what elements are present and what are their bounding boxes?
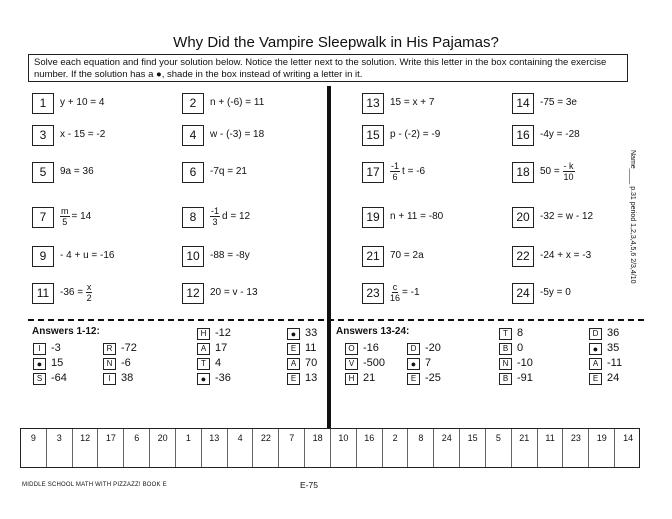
- page-number: E-75: [300, 480, 318, 490]
- answer-letter-box: ●: [197, 373, 210, 385]
- fraction-denominator: 10: [563, 172, 574, 182]
- code-strip-number: 1: [185, 433, 191, 443]
- code-strip-cell[interactable]: [228, 429, 254, 467]
- code-strip-number: 23: [570, 433, 581, 443]
- answer-value: 17: [215, 342, 228, 354]
- answers-right-header: Answers 13-24:: [336, 326, 410, 337]
- equation-text: = -1: [402, 287, 420, 299]
- exercise-equation: [60, 250, 114, 262]
- vertical-divider: [327, 86, 331, 428]
- answer-letter-box: E: [407, 373, 420, 385]
- code-strip-cell[interactable]: [150, 429, 176, 467]
- code-strip-number: 6: [134, 433, 140, 443]
- equation-text: n + 11 = -80: [390, 211, 444, 222]
- code-strip-cell[interactable]: [124, 429, 150, 467]
- equation-fraction: [210, 206, 220, 227]
- answer-letter-box: ●: [589, 343, 602, 355]
- code-strip-number: 7: [289, 433, 295, 443]
- answer-value: -91: [517, 372, 533, 384]
- exercise-number-box[interactable]: 9: [32, 246, 54, 267]
- answer-letter-box: B: [499, 343, 512, 355]
- fraction-numerator: -1: [391, 161, 400, 171]
- answer-letter-box: E: [287, 343, 300, 355]
- code-strip-number: 22: [260, 433, 271, 443]
- answer-value: -25: [425, 372, 441, 384]
- exercise-equation: [60, 129, 105, 141]
- exercise-equation: [60, 97, 104, 109]
- exercise-equation: [390, 129, 440, 141]
- exercise-equation: [390, 250, 424, 262]
- answer-letter-box: S: [33, 373, 46, 385]
- answers-left-header: Answers 1-12:: [32, 326, 100, 337]
- answer-value: 33: [305, 327, 318, 339]
- exercise-equation: [60, 282, 94, 303]
- exercise-number-box[interactable]: 12: [182, 283, 204, 304]
- code-strip-cell[interactable]: [486, 429, 512, 467]
- page-title: Why Did the Vampire Sleepwalk in His Pajamas?: [173, 34, 499, 51]
- answer-letter-box: ●: [33, 358, 46, 370]
- code-strip-cell[interactable]: [434, 429, 460, 467]
- code-strip-cell[interactable]: [305, 429, 331, 467]
- equation-text: 20 = v - 13: [210, 287, 258, 298]
- exercise-equation: [540, 129, 580, 141]
- equation-fraction: [563, 161, 575, 182]
- code-strip-number: 4: [237, 433, 243, 443]
- code-strip-cell[interactable]: [512, 429, 538, 467]
- code-strip-cell[interactable]: [564, 429, 590, 467]
- equation-text: d = 12: [222, 211, 251, 223]
- equation-prefix: -36 =: [60, 287, 84, 299]
- answer-letter-box: ●: [407, 358, 420, 370]
- answer-value: -16: [363, 342, 379, 354]
- exercise-number-box[interactable]: 19: [362, 207, 384, 228]
- answer-value: 4: [215, 357, 222, 369]
- answer-value: 11: [305, 342, 317, 354]
- code-strip-number: 12: [80, 433, 91, 443]
- equation-text: -75 = 3e: [540, 97, 577, 108]
- code-strip-cell[interactable]: [47, 429, 73, 467]
- fraction-numerator: -1: [211, 206, 220, 216]
- exercise-equation: [210, 97, 264, 109]
- exercise-number-box[interactable]: 3: [32, 125, 54, 146]
- answer-letter-box: T: [197, 358, 210, 370]
- exercise-number-box[interactable]: 7: [32, 207, 54, 228]
- exercise-number-box[interactable]: 4: [182, 125, 204, 146]
- equation-text: -32 = w - 12: [540, 211, 594, 222]
- fraction-numerator: c: [392, 282, 398, 292]
- exercise-number-box[interactable]: 8: [182, 207, 204, 228]
- exercise-number-box[interactable]: 5: [32, 162, 54, 183]
- equation-text: - 4 + u = -16: [60, 250, 115, 261]
- answer-letter-box: H: [345, 373, 358, 385]
- equation-text: 70 = 2a: [390, 250, 424, 261]
- exercise-number-box[interactable]: 17: [362, 162, 384, 183]
- exercise-equation: [210, 287, 258, 299]
- answer-letter-box: V: [345, 358, 358, 370]
- equation-text: 9a = 36: [60, 166, 94, 177]
- answer-value: -3: [51, 342, 61, 354]
- equation-text: -24 + x = -3: [540, 250, 592, 261]
- fraction-denominator: 16: [390, 293, 401, 303]
- exercise-number-box[interactable]: 21: [362, 246, 384, 267]
- fraction-denominator: 6: [392, 172, 398, 182]
- exercise-number-box[interactable]: 23: [362, 283, 384, 304]
- code-strip-number: 24: [441, 433, 452, 443]
- equation-fraction: [60, 206, 70, 227]
- code-strip-cell[interactable]: [99, 429, 125, 467]
- equation-text: 15 = x + 7: [390, 97, 435, 108]
- exercise-number-box[interactable]: 18: [512, 162, 534, 183]
- equation-text: p - (-2) = -9: [390, 129, 441, 140]
- equation-text: y + 10 = 4: [60, 97, 105, 108]
- horizontal-dashed-divider: [28, 319, 644, 321]
- answer-letter-box: D: [407, 343, 420, 355]
- exercise-equation: [210, 250, 250, 262]
- exercise-number-box[interactable]: 6: [182, 162, 204, 183]
- fraction-numerator: - k: [563, 161, 574, 171]
- code-strip-cell[interactable]: [409, 429, 435, 467]
- answer-letter-box: ●: [287, 328, 300, 340]
- code-strip-number: 15: [467, 433, 478, 443]
- fraction-denominator: 2: [86, 293, 92, 303]
- answer-letter-box: E: [589, 373, 602, 385]
- code-strip-number: 9: [30, 433, 36, 443]
- code-strip-cell[interactable]: [615, 429, 641, 467]
- code-strip-number: 18: [312, 433, 323, 443]
- equation-text: w - (-3) = 18: [210, 129, 265, 140]
- code-strip-cell[interactable]: [331, 429, 357, 467]
- code-strip-number: 16: [364, 433, 375, 443]
- equation-text: n + (-6) = 11: [210, 97, 265, 108]
- side-name-period-text: Name____ p.31 period 1,2,3,4,5,6 2/3,4/10: [629, 150, 636, 284]
- answer-code-strip: [20, 428, 640, 468]
- exercise-number-box[interactable]: 15: [362, 125, 384, 146]
- equation-fraction: [390, 161, 400, 182]
- equation-text: -88 = -8y: [210, 250, 250, 261]
- answer-value: 15: [51, 357, 64, 369]
- answer-letter-box: N: [103, 358, 116, 370]
- answer-value: 38: [121, 372, 134, 384]
- code-strip-number: 14: [623, 433, 634, 443]
- answer-value: -20: [425, 342, 441, 354]
- answer-value: -72: [121, 342, 137, 354]
- fraction-numerator: x: [86, 282, 92, 292]
- exercise-number-box[interactable]: 20: [512, 207, 534, 228]
- exercise-number-box[interactable]: 11: [32, 283, 54, 304]
- code-strip-cell[interactable]: [176, 429, 202, 467]
- exercise-number-box[interactable]: 24: [512, 283, 534, 304]
- answer-value: -64: [51, 372, 67, 384]
- answer-letter-box: I: [33, 343, 46, 355]
- equation-fraction: [390, 282, 400, 303]
- answer-letter-box: I: [103, 373, 116, 385]
- exercise-number-box[interactable]: 1: [32, 93, 54, 114]
- equation-text: t = -6: [402, 166, 426, 178]
- answer-value: 70: [305, 357, 318, 369]
- footer-book-title: MIDDLE SCHOOL MATH WITH PIZZAZZ! BOOK E: [22, 482, 167, 488]
- code-strip-cell[interactable]: [21, 429, 47, 467]
- equation-fraction: [86, 282, 93, 303]
- answer-value: -10: [517, 357, 533, 369]
- fraction-denominator: 5: [62, 217, 68, 227]
- code-strip-number: 17: [105, 433, 116, 443]
- code-strip-cell[interactable]: [254, 429, 280, 467]
- code-strip-number: 10: [338, 433, 349, 443]
- code-strip-number: 5: [495, 433, 501, 443]
- answer-letter-box: B: [499, 373, 512, 385]
- instructions-box: Solve each equation and find your solution below. Notice the letter next to the solution. Write this letter in the box containing the exercise number. If the solution has a ●, shade in the box instead of writing a letter in it.: [28, 54, 628, 82]
- exercise-equation: [210, 129, 264, 141]
- exercise-number-box[interactable]: 16: [512, 125, 534, 146]
- code-strip-cell[interactable]: [73, 429, 99, 467]
- exercise-equation: [540, 250, 591, 262]
- answer-value: 35: [607, 342, 620, 354]
- exercise-number-box[interactable]: 14: [512, 93, 534, 114]
- exercise-equation: [540, 161, 577, 182]
- code-strip-cell[interactable]: [460, 429, 486, 467]
- exercise-equation: [210, 166, 247, 178]
- code-strip-cell[interactable]: [202, 429, 228, 467]
- exercise-equation: [390, 211, 443, 223]
- answer-value: 21: [363, 372, 376, 384]
- exercise-equation: [60, 166, 94, 178]
- code-strip-number: 13: [209, 433, 220, 443]
- code-strip-cell[interactable]: [357, 429, 383, 467]
- answer-value: -36: [215, 372, 231, 384]
- answer-value: 24: [607, 372, 620, 384]
- exercise-number-box[interactable]: 10: [182, 246, 204, 267]
- code-strip-number: 20: [157, 433, 168, 443]
- answer-value: 13: [305, 372, 318, 384]
- exercise-equation: [540, 287, 571, 299]
- exercise-number-box[interactable]: 22: [512, 246, 534, 267]
- fraction-numerator: m: [61, 206, 69, 216]
- exercise-equation: [390, 282, 420, 303]
- code-strip-number: 2: [392, 433, 398, 443]
- exercise-equation: [60, 206, 91, 227]
- answer-letter-box: E: [287, 373, 300, 385]
- exercise-number-box[interactable]: 2: [182, 93, 204, 114]
- code-strip-cell[interactable]: [589, 429, 615, 467]
- code-strip-cell[interactable]: [383, 429, 409, 467]
- answer-value: 0: [517, 342, 524, 354]
- code-strip-number: 19: [596, 433, 607, 443]
- equation-text: = 14: [71, 211, 92, 223]
- equation-text: -5y = 0: [540, 287, 571, 298]
- code-strip-number: 21: [519, 433, 530, 443]
- answer-value: 7: [425, 357, 432, 369]
- exercise-equation: [540, 97, 577, 109]
- code-strip-number: 11: [545, 433, 555, 443]
- code-strip-cell[interactable]: [279, 429, 305, 467]
- answer-letter-box: R: [103, 343, 116, 355]
- answer-value: -500: [363, 357, 386, 369]
- equation-text: -7q = 21: [210, 166, 247, 177]
- exercise-equation: [540, 211, 593, 223]
- answer-value: 36: [607, 327, 620, 339]
- equation-text: -4y = -28: [540, 129, 580, 140]
- answer-letter-box: N: [499, 358, 512, 370]
- code-strip-cell[interactable]: [538, 429, 564, 467]
- fraction-denominator: 3: [212, 217, 218, 227]
- answer-letter-box: T: [499, 328, 512, 340]
- answer-letter-box: A: [197, 343, 210, 355]
- answer-value: -12: [215, 327, 231, 339]
- answer-value: -6: [121, 357, 131, 369]
- answer-value: -11: [607, 357, 623, 369]
- answer-letter-box: H: [197, 328, 210, 340]
- answer-value: 8: [517, 327, 524, 339]
- code-strip-number: 3: [56, 433, 62, 443]
- exercise-equation: [210, 206, 250, 227]
- exercise-equation: [390, 97, 434, 109]
- answer-letter-box: D: [589, 328, 602, 340]
- code-strip-number: 8: [418, 433, 424, 443]
- equation-text: x - 15 = -2: [60, 129, 106, 140]
- answer-letter-box: A: [589, 358, 602, 370]
- equation-prefix: 50 =: [540, 166, 560, 178]
- answer-letter-box: A: [287, 358, 300, 370]
- exercise-number-box[interactable]: 13: [362, 93, 384, 114]
- exercise-equation: [390, 161, 425, 182]
- answer-letter-box: O: [345, 343, 358, 355]
